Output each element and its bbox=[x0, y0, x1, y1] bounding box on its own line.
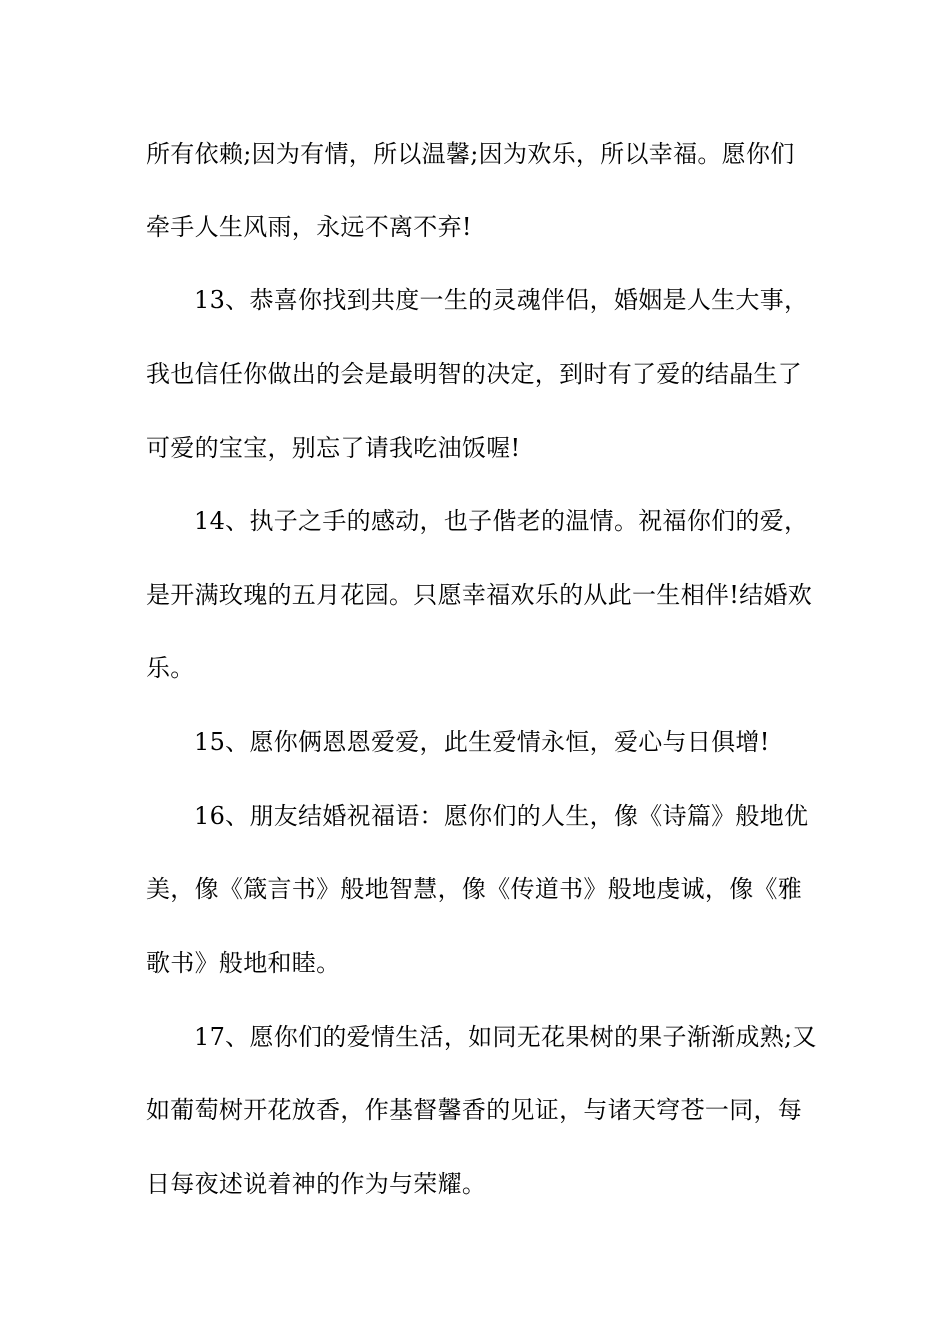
paragraph-13-start: 13、恭喜你找到共度一生的灵魂伴侣，婚姻是人生大事， bbox=[194, 286, 809, 314]
text-line: 乐。 bbox=[146, 654, 195, 682]
text-line: 我也信任你做出的会是最明智的决定，到时有了爱的结晶生了 bbox=[146, 360, 803, 388]
paragraph-14-start: 14、执子之手的感动，也子偕老的温情。祝福你们的爱， bbox=[194, 507, 809, 535]
paragraph-17-start: 17、愿你们的爱情生活，如同无花果树的果子渐渐成熟;又 bbox=[194, 1023, 817, 1051]
text-line: 可爱的宝宝，别忘了请我吃油饭喔! bbox=[146, 434, 521, 462]
text-line: 牵手人生风雨，永远不离不弃! bbox=[146, 213, 472, 241]
text-line: 歌书》般地和睦。 bbox=[146, 949, 341, 977]
paragraph-16-start: 16、朋友结婚祝福语：愿你们的人生，像《诗篇》般地优 bbox=[194, 802, 809, 830]
text-line: 如葡萄树开花放香，作基督馨香的见证，与诸天穹苍一同，每 bbox=[146, 1096, 803, 1124]
text-line: 是开满玫瑰的五月花园。只愿幸福欢乐的从此一生相伴!结婚欢 bbox=[146, 581, 813, 609]
text-line: 所有依赖;因为有情，所以温馨;因为欢乐，所以幸福。愿你们 bbox=[146, 140, 795, 168]
paragraph-15: 15、愿你俩恩恩爱爱，此生爱情永恒，爱心与日俱增! bbox=[194, 728, 770, 756]
text-line: 日每夜述说着神的作为与荣耀。 bbox=[146, 1170, 487, 1198]
text-line: 美，像《箴言书》般地智慧，像《传道书》般地虔诚，像《雅 bbox=[146, 875, 803, 903]
